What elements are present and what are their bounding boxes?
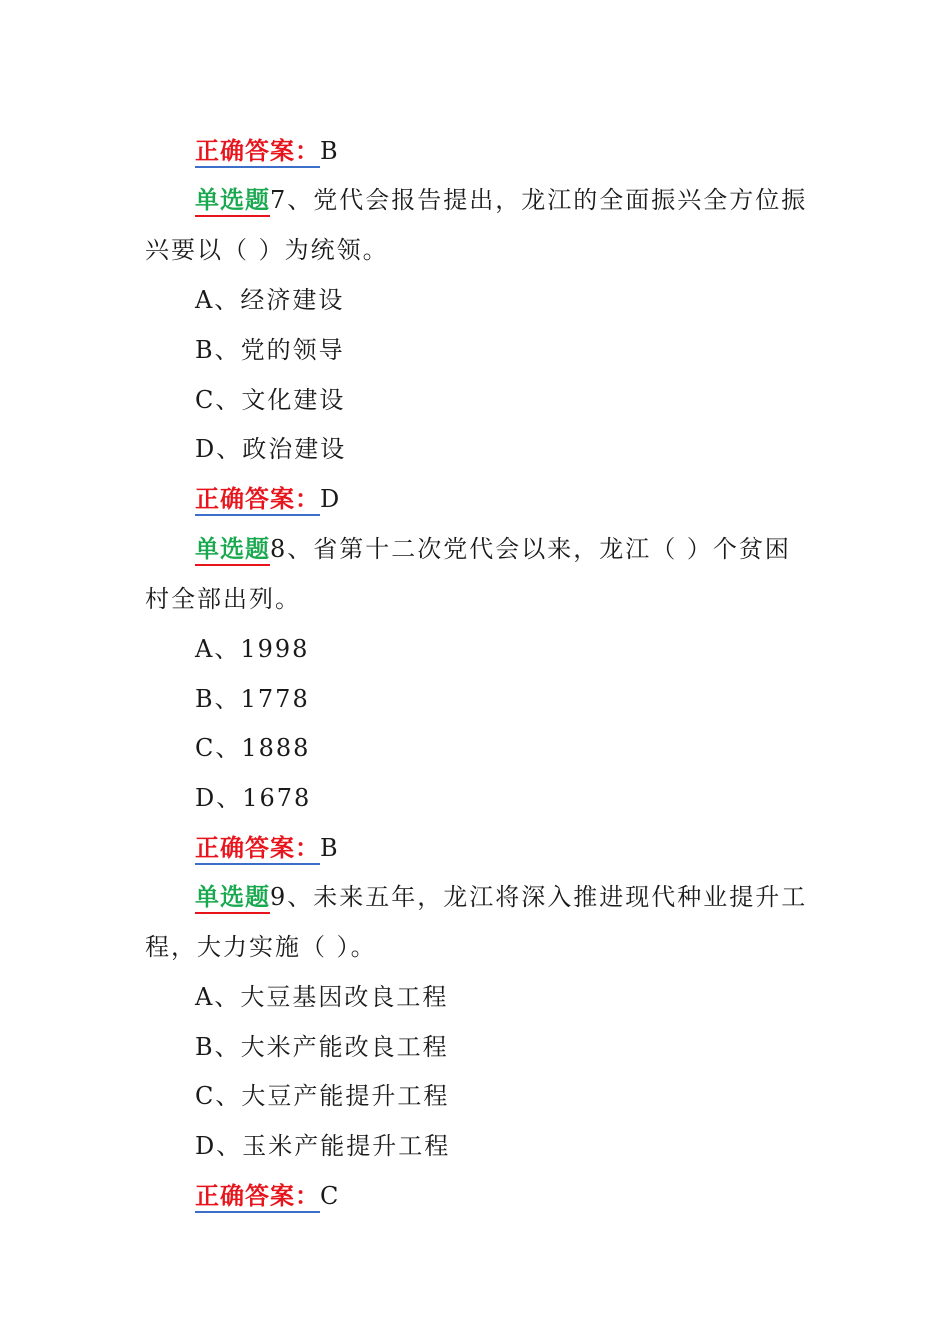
option-c: C、文化建设 [195, 386, 346, 414]
question-type-label: 单选题 [195, 534, 270, 566]
option-d: D、政治建设 [195, 435, 347, 463]
option-d: D、1678 [195, 784, 312, 812]
question-text-continued: 兴要以（ ）为统领。 [145, 236, 389, 264]
answer-line [195, 136, 338, 166]
question-text: 8、省第十二次党代会以来，龙江（ ）个贫困 [270, 535, 791, 563]
option-a: A、经济建设 [195, 286, 345, 314]
answer-value: B [320, 137, 338, 165]
option-b: B、1778 [195, 685, 310, 713]
answer-label: 正确答案： [195, 833, 320, 865]
answer-line [195, 484, 339, 514]
question-text: 7、党代会报告提出，龙江的全面振兴全方位振 [270, 186, 808, 214]
option-b: B、大米产能改良工程 [195, 1033, 449, 1061]
answer-label: 正确答案： [195, 484, 320, 516]
answer-line [195, 1181, 338, 1211]
option-b: B、党的领导 [195, 336, 345, 364]
question-text-continued: 程，大力实施（ ）。 [145, 933, 377, 961]
answer-label: 正确答案： [195, 136, 320, 168]
answer-value: B [320, 834, 338, 862]
question-stem [195, 534, 791, 564]
question-type-label: 单选题 [195, 882, 270, 914]
option-d: D、玉米产能提升工程 [195, 1132, 451, 1160]
option-a: A、1998 [195, 635, 310, 663]
question-text: 9、未来五年，龙江将深入推进现代种业提升工 [270, 883, 808, 911]
option-c: C、大豆产能提升工程 [195, 1082, 450, 1110]
answer-line [195, 833, 338, 863]
answer-label: 正确答案： [195, 1181, 320, 1213]
question-type-label: 单选题 [195, 185, 270, 217]
answer-value: C [320, 1182, 339, 1210]
question-stem [195, 185, 807, 215]
question-text-continued: 村全部出列。 [145, 585, 301, 613]
option-c: C、1888 [195, 734, 311, 762]
answer-value: D [320, 485, 340, 513]
option-a: A、大豆基因改良工程 [195, 983, 449, 1011]
question-stem [195, 882, 807, 912]
